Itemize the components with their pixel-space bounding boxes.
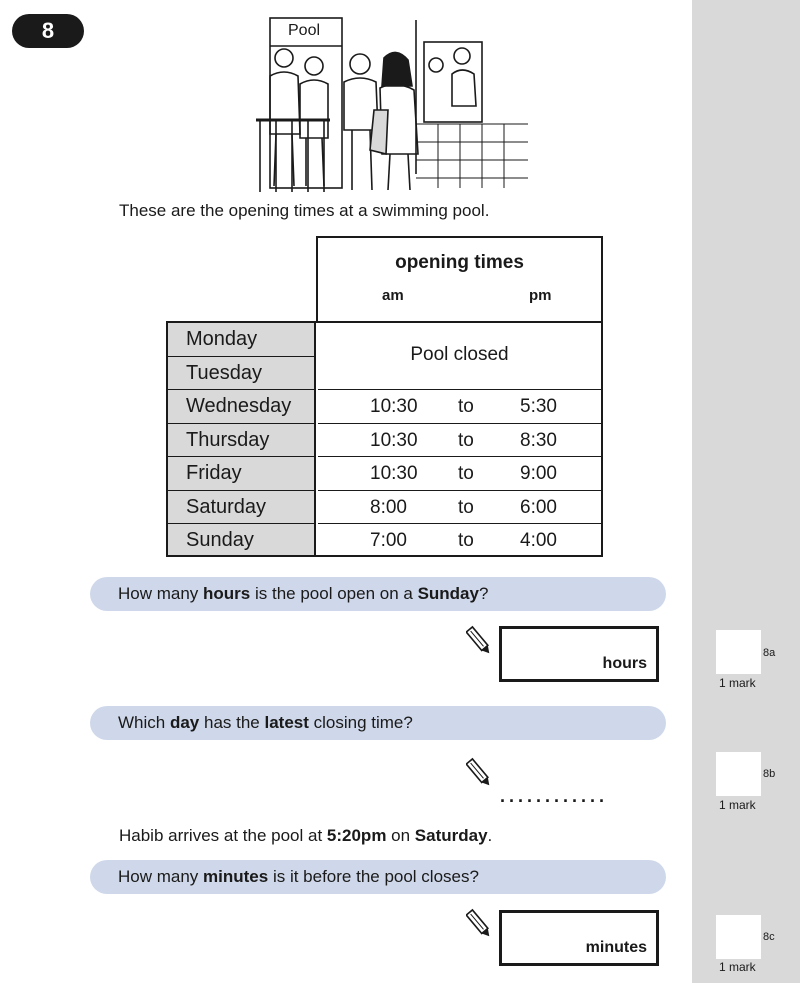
answer-line-8b[interactable]: ............ bbox=[500, 786, 609, 806]
mark-label-8b: 8b bbox=[763, 768, 776, 780]
day-column bbox=[168, 323, 316, 555]
to-word: to bbox=[458, 396, 474, 417]
question-text: Which bbox=[118, 713, 170, 732]
close-time: 8:30 bbox=[520, 429, 557, 451]
pool-closed-cell: Pool closed bbox=[318, 323, 601, 390]
mark-box-8a bbox=[716, 630, 761, 674]
to-word: to bbox=[458, 463, 474, 484]
times-column bbox=[318, 323, 601, 555]
day-cell: Tuesday bbox=[168, 357, 316, 391]
opening-times-table bbox=[166, 236, 603, 557]
table-header bbox=[316, 236, 603, 322]
intro-text: These are the opening times at a swimming pool. bbox=[119, 201, 490, 220]
close-time: 4:00 bbox=[520, 530, 557, 551]
question-emphasis: hours bbox=[203, 584, 251, 603]
question-number-badge: 8 bbox=[12, 14, 84, 48]
table-row bbox=[318, 424, 601, 458]
table-heading: opening times bbox=[395, 252, 524, 273]
question-emphasis: minutes bbox=[203, 867, 269, 886]
marking-margin bbox=[692, 0, 800, 983]
close-time: 9:00 bbox=[520, 463, 557, 484]
question-text: has the bbox=[199, 713, 265, 732]
day-cell: Thursday bbox=[168, 424, 316, 458]
open-time: 10:30 bbox=[370, 396, 418, 417]
table-row bbox=[318, 390, 601, 424]
question-text: ? bbox=[478, 584, 489, 603]
question-emphasis: Sunday bbox=[417, 584, 479, 603]
day-cell: Sunday bbox=[186, 529, 254, 551]
scenario-statement bbox=[119, 826, 492, 846]
mark-box-8c bbox=[716, 915, 761, 959]
question-emphasis: latest bbox=[264, 713, 309, 732]
pencil-icon bbox=[466, 624, 492, 658]
question-text: is it before the pool closes? bbox=[268, 867, 479, 886]
day-cell: Friday bbox=[168, 457, 316, 491]
table-row bbox=[318, 457, 601, 491]
mark-value-8c: 1 mark bbox=[719, 960, 756, 974]
open-time: 7:00 bbox=[370, 530, 407, 551]
day-cell: Wednesday bbox=[168, 390, 316, 424]
mark-box-8b bbox=[716, 752, 761, 796]
question-8b-banner bbox=[90, 706, 666, 740]
open-time: 8:00 bbox=[370, 496, 407, 518]
statement-emphasis: 5:20pm bbox=[326, 826, 387, 845]
question-text: is the pool open on a bbox=[250, 584, 418, 603]
pool-sign-text: Pool bbox=[288, 22, 321, 39]
statement-text: on bbox=[386, 826, 415, 845]
question-8c-banner bbox=[90, 860, 666, 894]
mark-label-8c: 8c bbox=[763, 931, 775, 943]
to-word: to bbox=[458, 496, 474, 518]
question-text: How many bbox=[118, 584, 204, 603]
table-row bbox=[318, 524, 601, 558]
statement-text: . bbox=[487, 826, 493, 845]
pencil-icon bbox=[466, 907, 492, 941]
day-cell: Saturday bbox=[168, 491, 316, 525]
answer-unit: minutes bbox=[585, 939, 647, 956]
to-word: to bbox=[458, 429, 474, 451]
question-text: closing time? bbox=[308, 713, 413, 732]
to-word: to bbox=[458, 530, 474, 551]
open-time: 10:30 bbox=[370, 463, 418, 484]
am-column-label: am bbox=[382, 287, 404, 304]
answer-unit: hours bbox=[602, 655, 647, 672]
day-cell: Monday bbox=[168, 323, 316, 357]
statement-text: Habib arrives at the pool at bbox=[119, 826, 327, 845]
table-body bbox=[166, 321, 603, 557]
statement-emphasis: Saturday bbox=[414, 826, 488, 845]
pencil-icon bbox=[466, 756, 492, 790]
pool-illustration bbox=[256, 14, 528, 196]
question-8a-banner bbox=[90, 577, 666, 611]
close-time: 5:30 bbox=[520, 396, 557, 417]
table-row bbox=[318, 491, 601, 525]
pm-column-label: pm bbox=[529, 287, 552, 304]
close-time: 6:00 bbox=[520, 496, 557, 518]
open-time: 10:30 bbox=[370, 429, 418, 451]
question-text: How many bbox=[118, 867, 204, 886]
answer-box-8a[interactable] bbox=[499, 626, 659, 682]
mark-label-8a: 8a bbox=[763, 647, 776, 659]
mark-value-8a: 1 mark bbox=[719, 676, 756, 690]
question-emphasis: day bbox=[169, 713, 200, 732]
answer-box-8c[interactable] bbox=[499, 910, 659, 966]
mark-value-8b: 1 mark bbox=[719, 798, 756, 812]
